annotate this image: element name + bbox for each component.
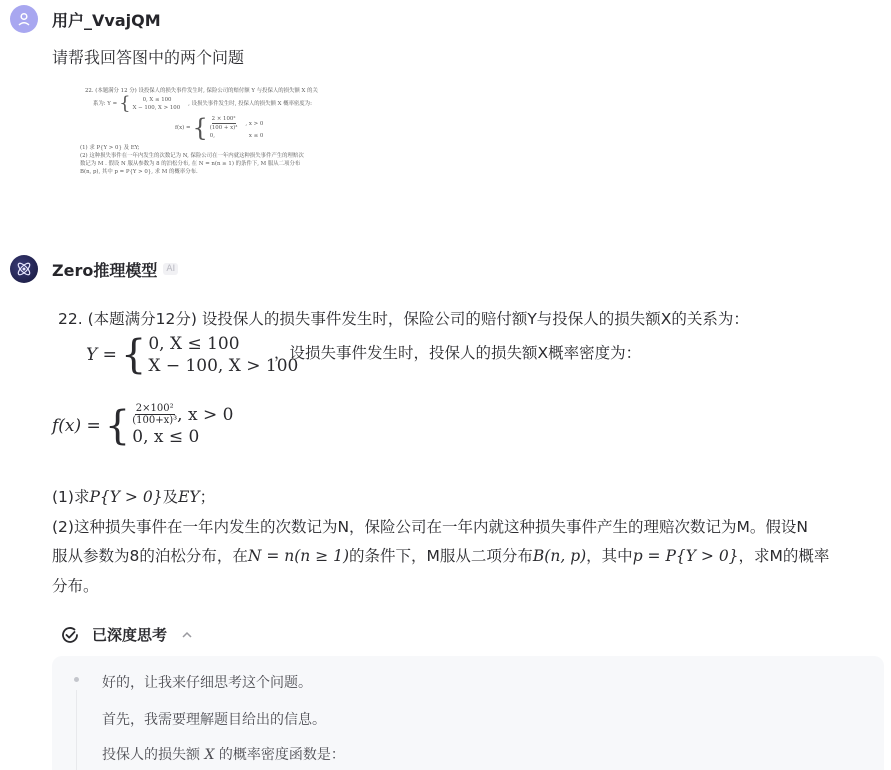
q1-suffix: ； — [199, 488, 216, 506]
user-message: 请帮我回答图中的两个问题 — [52, 48, 245, 67]
qimg-fx-cond2: x ≤ 0 — [248, 133, 264, 139]
user-icon — [17, 12, 31, 26]
check-circle-icon — [60, 625, 80, 645]
qimg-case1: 0, X ≤ 100 — [142, 97, 172, 103]
qimg-fx-cond1: , x > 0 — [245, 120, 264, 127]
qimg-fx-brace: { — [192, 113, 208, 142]
p3-prefix: 投保人的损失额 — [102, 747, 205, 763]
qimg-fx-num: 2 × 100² — [211, 116, 236, 122]
fx-case1-cond: , x > 0 — [177, 404, 234, 425]
qimg-case2: X − 100, X > 100 — [132, 105, 181, 111]
bullet-dot-icon — [74, 677, 79, 682]
qimg-brace: { — [119, 93, 131, 114]
y-case1: 0, X ≤ 100 — [148, 334, 240, 354]
thinking-toggle[interactable] — [60, 624, 193, 645]
ai-badge: AI — [163, 263, 178, 275]
fx-fraction — [132, 403, 177, 426]
user-avatar[interactable] — [10, 5, 38, 33]
attached-question-image[interactable] — [80, 87, 385, 202]
bot-avatar[interactable] — [10, 255, 38, 283]
user-header — [10, 5, 161, 33]
qimg-y-label: 系为: Y = — [93, 101, 118, 107]
qimg-line2-suffix: , 设损失事件发生时, 投保人的损失额 X 概率密度为: — [188, 101, 312, 107]
fx-brace: { — [104, 402, 131, 449]
thinking-label: 已深度思考 — [92, 626, 168, 644]
q2-math-n: N = n(n ≥ 1) — [247, 547, 350, 565]
qimg-fx-case2: 0, — [209, 133, 215, 139]
qimg-q2a: (2) 这种损失事件在一年内发生的次数记为 N, 保险公司在一年内就这种损失事件产生的理赔次 — [80, 153, 304, 159]
y-label: Y = — [86, 345, 117, 365]
q2-text-a: 服从参数为8的泊松分布，在 — [52, 547, 248, 565]
thinking-timeline — [76, 690, 77, 770]
fx-numerator: 2×100² — [135, 403, 174, 414]
qimg-fx-den: (100 + x)³ — [209, 125, 238, 131]
thinking-content — [52, 656, 884, 770]
user-name: 用户_VvajQM — [52, 10, 161, 30]
question-2-line3: 分布。 — [52, 577, 99, 595]
q1-prefix: (1)求 — [52, 488, 90, 506]
bot-name: Zero推理模型 — [52, 260, 158, 280]
p3-suffix: 的概率密度函数是： — [214, 747, 345, 763]
qimg-line1: 22. (本题满分 12 分) 设投保人的损失事件发生时, 保险公司的赔付额 Y 与投保人的损失额 X 的关 — [85, 88, 318, 94]
q1-math-ey: EY — [178, 488, 200, 506]
fx-denominator: (100+x)³ — [132, 415, 178, 426]
atom-icon — [15, 260, 33, 278]
fx-label: f(x) = — [52, 415, 101, 436]
qimg-fx-label: f(x) = — [175, 124, 191, 131]
y-brace: { — [120, 332, 147, 378]
answer-line2-suffix: ，设损失事件发生时，投保人的损失额X概率密度为： — [274, 344, 642, 362]
qimg-q2c: B(n, p), 其中 p = P{Y > 0}, 求 M 的概率分布. — [80, 169, 198, 175]
question-1 — [52, 485, 215, 507]
p3-math-x: X — [204, 747, 215, 763]
qimg-q2b: 数记为 M . 假设 N 服从参数为 8 的泊松分布, 在 N = n(n ≥ 1) 的条件下, M 服从二项分布 — [80, 161, 301, 167]
thinking-paragraph-2: 首先，我需要理解题目给出的信息。 — [102, 712, 326, 728]
q2-text-b: 的条件下，M服从二项分布 — [349, 547, 533, 565]
thinking-paragraph-3 — [102, 744, 345, 764]
q2-text-d: ，求M的概率 — [738, 547, 830, 565]
q2-math-b: B(n, p) — [532, 547, 587, 565]
q1-math-p: P{Y > 0} — [89, 488, 163, 506]
fx-case2: 0, x ≤ 0 — [132, 427, 200, 447]
y-case2: X − 100, X > 100 — [148, 356, 299, 376]
answer-line1: 22. (本题满分12分) 设投保人的损失事件发生时，保险公司的赔付额Y与投保人的损失额X的关系为： — [58, 310, 749, 328]
q1-mid: 及 — [162, 488, 179, 506]
chevron-up-icon[interactable] — [181, 628, 193, 642]
thinking-paragraph-1: 好的，让我来仔细思考这个问题。 — [102, 675, 312, 691]
bot-header — [10, 255, 178, 283]
y-piecewise — [86, 333, 298, 377]
qimg-q1: (1) 求 P{Y > 0} 及 EY; — [80, 145, 140, 151]
question-2-line2 — [52, 544, 829, 566]
question-2-line1: (2)这种损失事件在一年内发生的次数记为N，保险公司在一年内就这种损失事件产生的理赔次数记为M。假设N — [52, 518, 809, 536]
q2-math-p: p = P{Y > 0} — [632, 547, 739, 565]
fx-piecewise — [52, 403, 233, 448]
q2-text-c: ，其中 — [586, 547, 633, 565]
